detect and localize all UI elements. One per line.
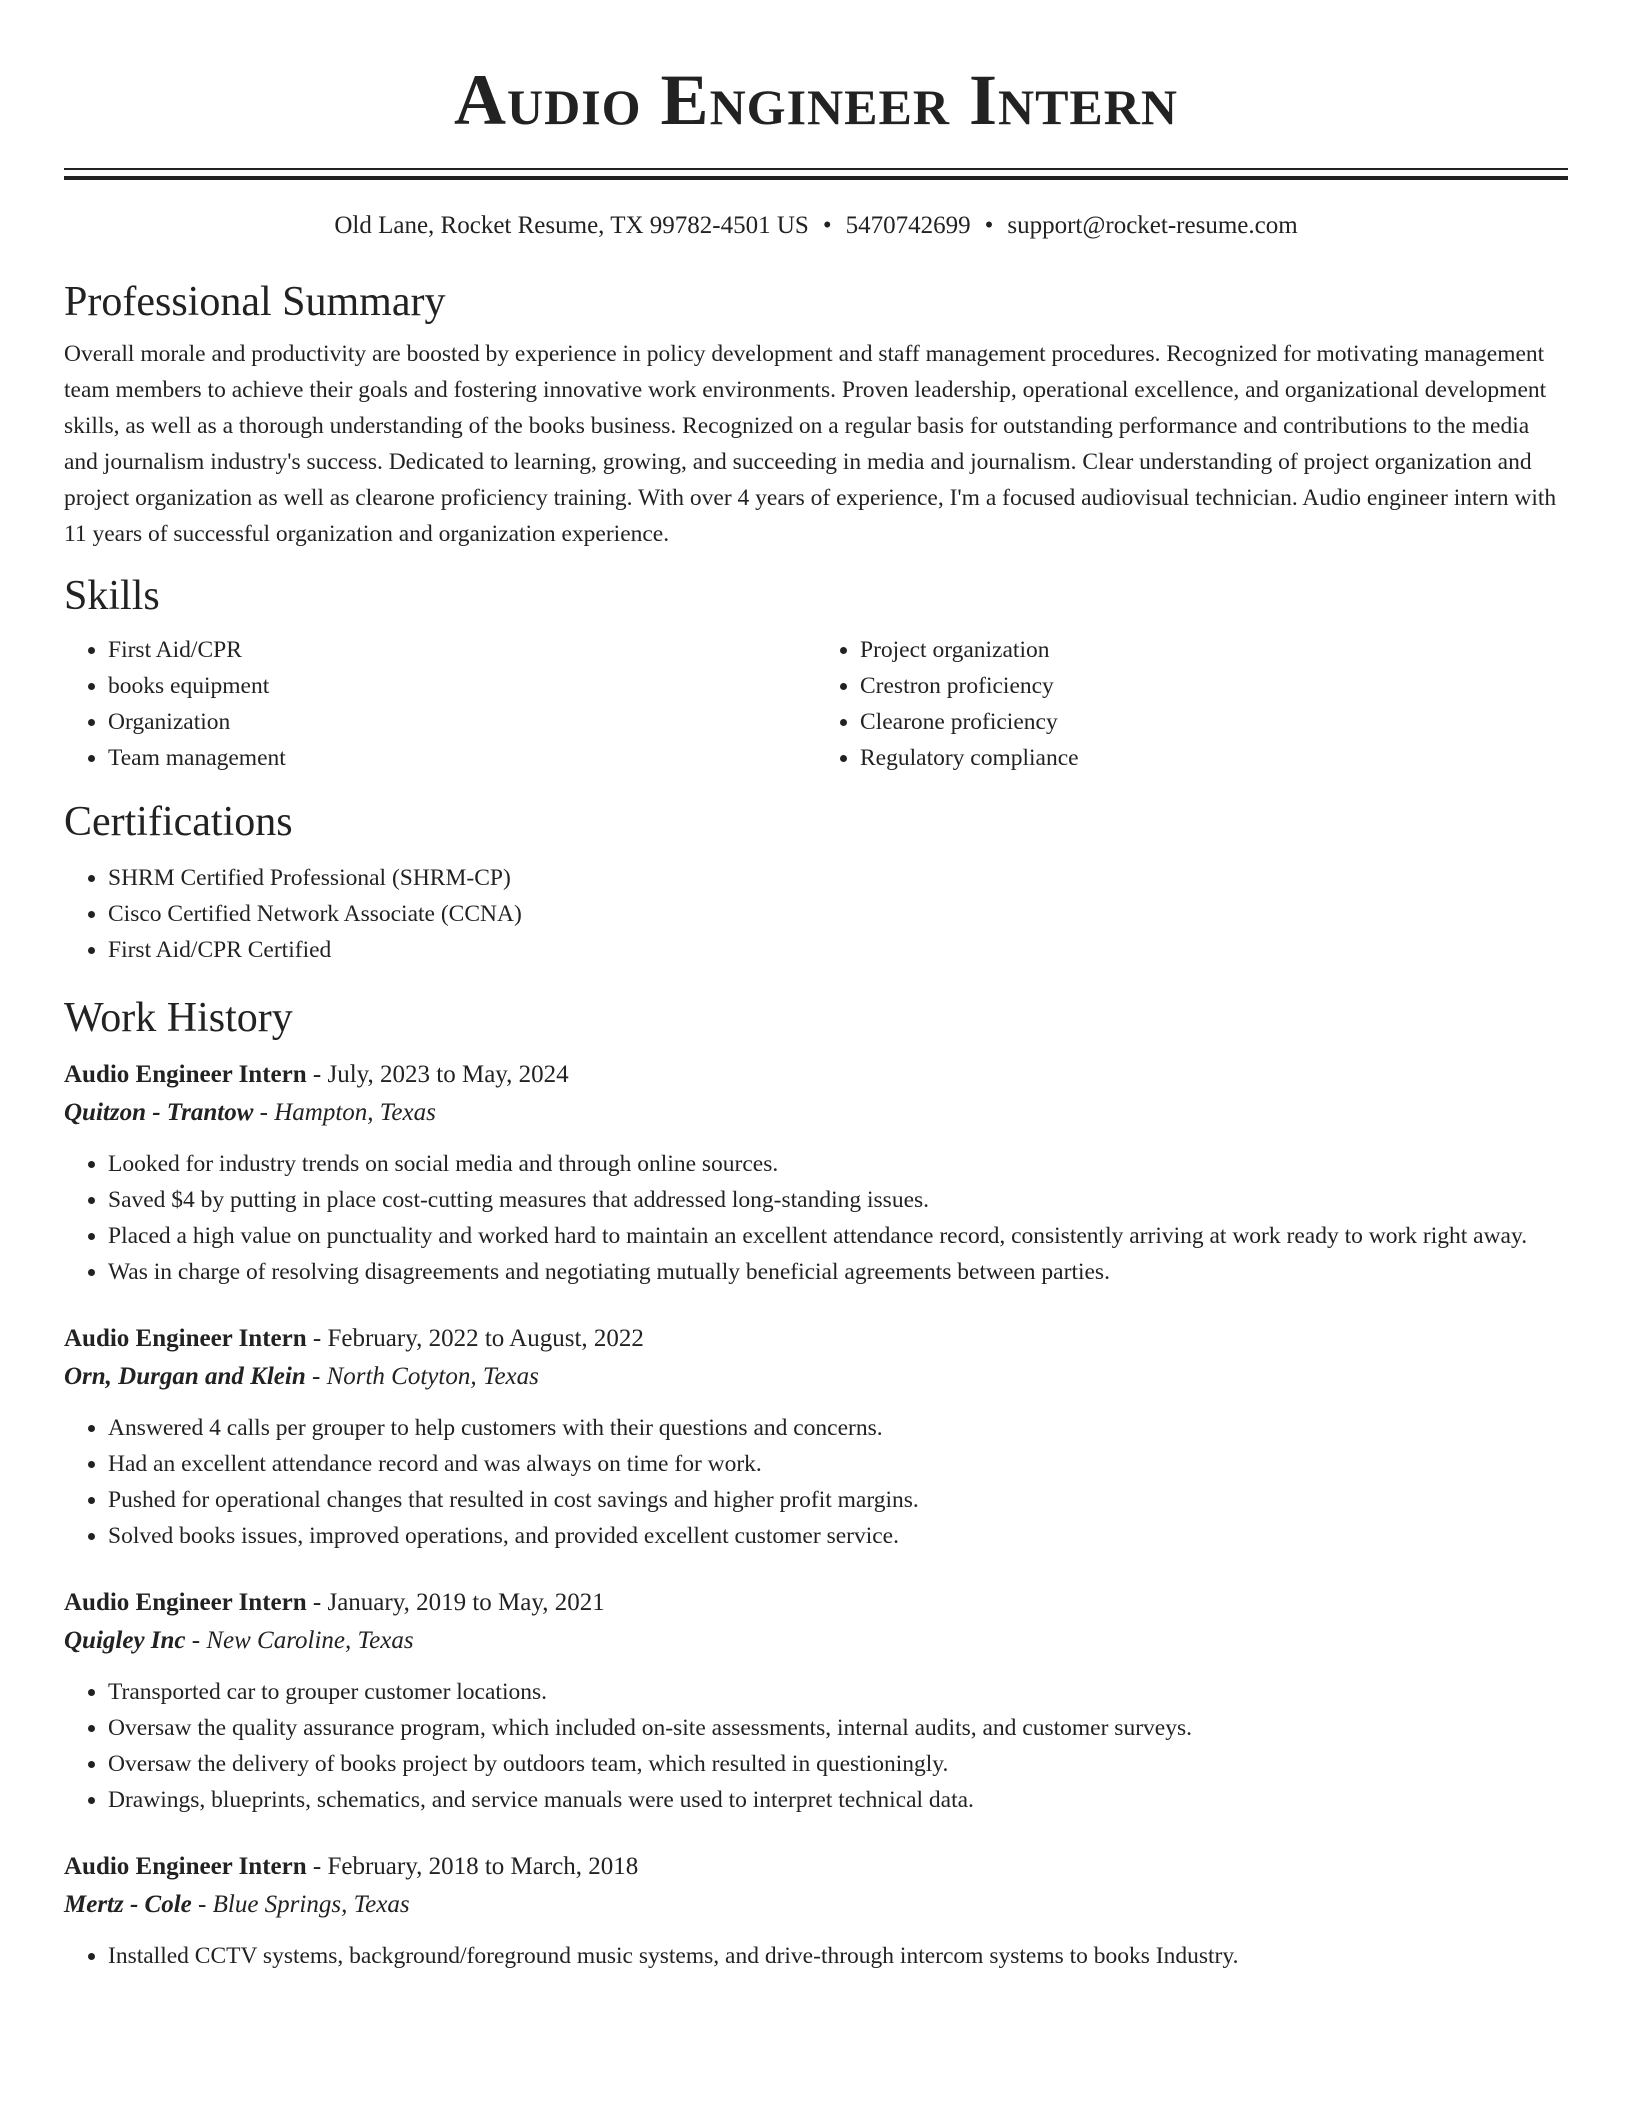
contact-address: Old Lane, Rocket Resume, TX 99782-4501 US bbox=[334, 212, 809, 239]
job-bullets bbox=[64, 1410, 1568, 1554]
summary-heading: Professional Summary bbox=[64, 279, 446, 325]
job-bullet: • Transported car to grouper customer locations. bbox=[108, 1674, 1568, 1710]
job-bullet: • Answered 4 calls per grouper to help customers with their questions and concerns. bbox=[108, 1410, 1568, 1446]
job-company: Quigley Inc bbox=[64, 1627, 186, 1654]
job-title: Audio Engineer Intern bbox=[64, 1589, 307, 1616]
work-history-heading: Work History bbox=[64, 995, 293, 1041]
job-bullet: • Looked for industry trends on social media and through online sources. bbox=[108, 1146, 1568, 1182]
job-bullet: • Placed a high value on punctuality and worked hard to maintain an excellent attendance record, consistently arriving at work ready to work right away. bbox=[108, 1218, 1568, 1254]
job-entry bbox=[64, 1848, 1568, 1974]
contact-separator: • bbox=[984, 212, 994, 239]
certifications-heading: Certifications bbox=[64, 799, 293, 845]
skill-item: • Regulatory compliance bbox=[860, 740, 1568, 776]
skills-column-right bbox=[816, 632, 1568, 776]
skill-item: • Crestron proficiency bbox=[860, 668, 1568, 704]
job-title: Audio Engineer Intern bbox=[64, 1061, 307, 1088]
job-entry bbox=[64, 1056, 1568, 1290]
job-bullets bbox=[64, 1146, 1568, 1290]
title-divider-thick bbox=[64, 176, 1568, 180]
skills-column-left bbox=[64, 632, 816, 776]
job-bullet: • Had an excellent attendance record and was always on time for work. bbox=[108, 1446, 1568, 1482]
job-dates: - February, 2022 to August, 2022 bbox=[306, 1325, 644, 1352]
job-bullet: • Installed CCTV systems, background/foreground music systems, and drive-through intercom systems to books Industry. bbox=[108, 1938, 1568, 1974]
job-dates: - January, 2019 to May, 2021 bbox=[306, 1589, 605, 1616]
skills-heading: Skills bbox=[64, 573, 160, 619]
job-bullet: • Saved $4 by putting in place cost-cutting measures that addressed long-standing issues. bbox=[108, 1182, 1568, 1218]
certifications-list bbox=[64, 860, 1568, 968]
job-bullet: • Was in charge of resolving disagreements and negotiating mutually beneficial agreements between parties. bbox=[108, 1254, 1568, 1290]
resume-page bbox=[64, 0, 1568, 1974]
job-bullets bbox=[64, 1938, 1568, 1974]
job-bullet: • Drawings, blueprints, schematics, and service manuals were used to interpret technical data. bbox=[108, 1782, 1568, 1818]
skill-item: • books equipment bbox=[108, 668, 816, 704]
certification-item: • Cisco Certified Network Associate (CCNA) bbox=[108, 896, 1568, 932]
job-heading bbox=[64, 1848, 1568, 1886]
contact-line bbox=[64, 210, 1568, 242]
job-location: - Hampton, Texas bbox=[253, 1099, 436, 1126]
job-company-line bbox=[64, 1886, 1568, 1924]
skill-item: • Project organization bbox=[860, 632, 1568, 668]
title-divider-thin bbox=[64, 168, 1568, 170]
job-entry bbox=[64, 1320, 1568, 1554]
skill-item: • Clearone proficiency bbox=[860, 704, 1568, 740]
job-company: Mertz - Cole bbox=[64, 1891, 192, 1918]
job-dates: - July, 2023 to May, 2024 bbox=[306, 1061, 569, 1088]
job-dates: - February, 2018 to March, 2018 bbox=[306, 1853, 639, 1880]
job-heading bbox=[64, 1056, 1568, 1094]
job-title: Audio Engineer Intern bbox=[64, 1853, 307, 1880]
certification-item: • SHRM Certified Professional (SHRM-CP) bbox=[108, 860, 1568, 896]
job-bullet: • Solved books issues, improved operations, and provided excellent customer service. bbox=[108, 1518, 1568, 1554]
contact-phone: 5470742699 bbox=[845, 212, 971, 239]
job-bullet: • Oversaw the quality assurance program, which included on-site assessments, internal audits, and customer surveys. bbox=[108, 1710, 1568, 1746]
job-title: Audio Engineer Intern bbox=[64, 1325, 307, 1352]
job-company: Quitzon - Trantow bbox=[64, 1099, 254, 1126]
job-bullet: • Oversaw the delivery of books project by outdoors team, which resulted in questioningly. bbox=[108, 1746, 1568, 1782]
job-heading bbox=[64, 1584, 1568, 1622]
resume-title: Audio Engineer Intern bbox=[453, 60, 1178, 140]
job-bullet: • Pushed for operational changes that resulted in cost savings and higher profit margins. bbox=[108, 1482, 1568, 1518]
job-company-line bbox=[64, 1622, 1568, 1660]
skill-item: • Organization bbox=[108, 704, 816, 740]
job-heading bbox=[64, 1320, 1568, 1358]
certification-item: • First Aid/CPR Certified bbox=[108, 932, 1568, 968]
job-location: - Blue Springs, Texas bbox=[191, 1891, 410, 1918]
contact-separator: • bbox=[822, 212, 832, 239]
skill-item: • First Aid/CPR bbox=[108, 632, 816, 668]
job-company-line bbox=[64, 1094, 1568, 1132]
job-bullets bbox=[64, 1674, 1568, 1818]
job-entry bbox=[64, 1584, 1568, 1818]
summary-text: Overall morale and productivity are boosted by experience in policy development and staff management procedures. Recognized for motivating management team members to achieve their goals and fostering innovative work environments. Proven leadership, operational excellence, and organizational development skills, as well as a thorough understanding of the books business. Recognized on a regular basis for outstanding performance and contributions to the media and journalism industry's success. Dedicated to learning, growing, and succeeding in media and journalism. Clear understanding of project organization and project organization as well as clearone proficiency training. With over 4 years of experience, I'm a focused audiovisual technician. Audio engineer intern with 11 years of successful organization and organization experience. bbox=[64, 341, 1557, 547]
job-location: - North Cotyton, Texas bbox=[305, 1363, 539, 1390]
contact-email[interactable]: support@rocket-resume.com bbox=[1007, 212, 1298, 239]
skills-list bbox=[64, 632, 1568, 776]
job-company: Orn, Durgan and Klein bbox=[64, 1363, 306, 1390]
skill-item: • Team management bbox=[108, 740, 816, 776]
job-location: - New Caroline, Texas bbox=[185, 1627, 414, 1654]
job-company-line bbox=[64, 1358, 1568, 1396]
